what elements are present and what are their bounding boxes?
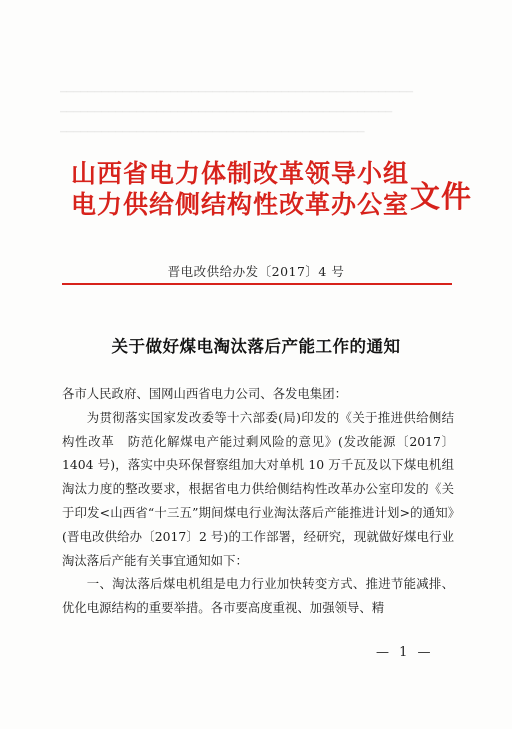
org-name-line-2: 电力供给侧结构性改革办公室 [71,190,410,219]
document-word: 文件 [410,180,472,215]
org-name-line-1: 山西省电力体制改革领导小组 [71,159,410,188]
issuing-organizations [71,158,409,220]
red-separator-line [62,283,452,285]
document-number: 晋电改供给办发〔2017〕4 号 [167,264,345,279]
recipients-line: 各市人民政府、国网山西省电力公司、各发电集团： [62,386,347,401]
page-number: — 1 — [376,645,434,660]
document-header [71,158,472,219]
notice-title: 关于做好煤电淘汰落后产能工作的通知 [111,337,401,356]
body-paragraph-2: 一、淘汰落后煤电机组是电力行业加快转变方式、推进节能减排、优化电源结构的重要举措。各市要高度重视、加强领导、精 [62,576,454,616]
body-paragraph-1: 为贯彻落实国家发改委等十六部委(局)印发的《关于推进供给侧结构性改革 防范化解煤电产能过剩风险的意见》(发改能源〔2017〕1404 号)，落实中央环保督察组加大对单机 10 万千瓦及以下煤电机组淘汰力度的整改要求，根据省电力供给侧结构性改革办公室印发的《关于印发<山西省“十三五”期间煤电行业淘汰落后产能推进计划>的通知》(晋电改供给办〔2017〕2 号)的工作部署，经研究，现就做好煤电行业淘汰落后产能有关事宜通知如下： [62,409,454,568]
notice-body [62,382,454,620]
reverse-side-bleed-through: ▁▁▁▁▁▁▁▁▁▁▁▁▁▁▁▁▁▁▁▁▁▁▁▁▁▁▁▁▁▁▁▁▁▁▁▁▁▁▁▁▁▁▁▁▁▁▁▁▁▁▁ ▁▁▁▁▁▁▁▁▁▁▁▁▁▁▁▁▁▁▁▁▁▁▁▁▁▁▁▁▁▁▁▁▁▁▁▁▁▁▁▁▁▁▁▁▁▁▁▁ ▁▁▁▁▁▁▁▁▁▁▁▁▁▁▁▁▁▁▁▁▁▁▁▁▁▁▁▁▁▁▁▁▁▁▁▁▁▁▁▁▁▁▁▁ [60,83,413,133]
